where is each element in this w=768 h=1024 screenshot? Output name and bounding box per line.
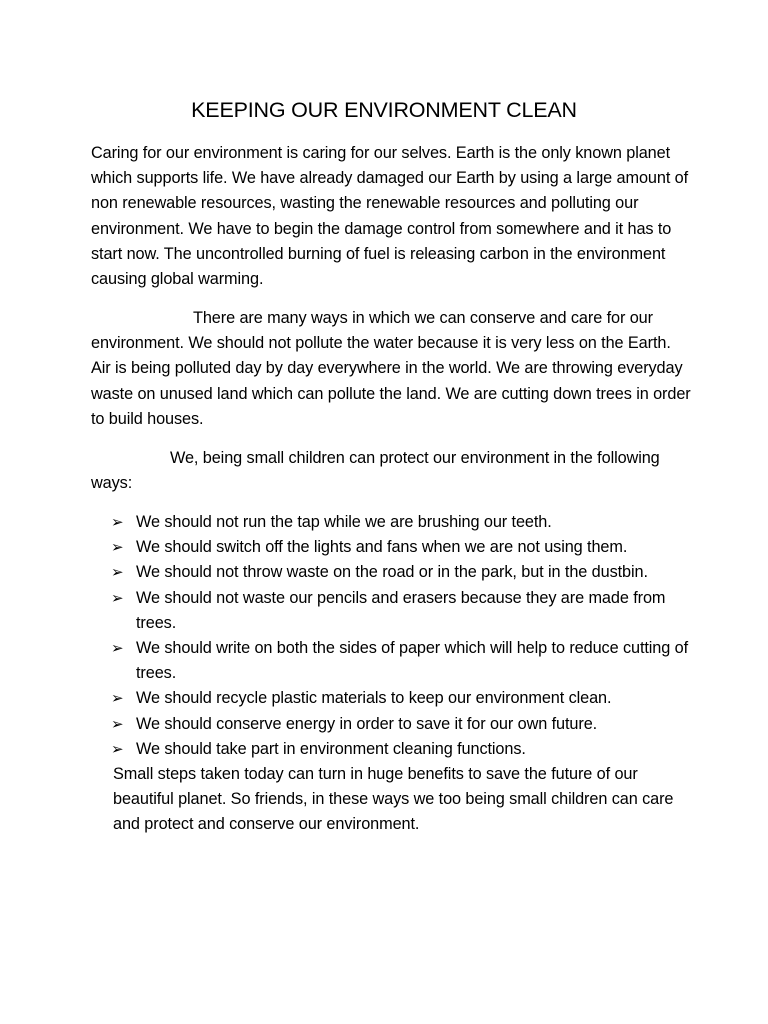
list-item-text: We should not run the tap while we are brushing our teeth. bbox=[136, 513, 552, 531]
arrowhead-bullet-icon: ➢ bbox=[111, 538, 124, 557]
list-item-text: We should switch off the lights and fans when we are not using them. bbox=[136, 538, 628, 557]
bullet-list bbox=[91, 510, 691, 762]
arrowhead-bullet-icon: ➢ bbox=[111, 739, 124, 758]
list-item bbox=[91, 712, 691, 737]
list-item bbox=[91, 586, 691, 636]
list-item bbox=[91, 560, 691, 585]
paragraph-ways: There are many ways in which we can conserve and care for our environment. We should not pollute the water because it is very less on the Earth. Air is being polluted day by day everywhere in the world. We are throwing everyday waste on unused land which can pollute the land. We are cutting down trees in order to build houses. bbox=[91, 309, 691, 428]
list-item bbox=[91, 686, 691, 711]
arrowhead-bullet-icon: ➢ bbox=[111, 714, 124, 733]
arrowhead-bullet-icon: ➢ bbox=[111, 588, 124, 607]
list-item-text: We should recycle plastic materials to keep our environment clean. bbox=[136, 689, 612, 708]
list-item-text: We should conserve energy in order to save it for our own future. bbox=[136, 714, 598, 733]
list-item bbox=[91, 636, 691, 686]
list-item bbox=[91, 510, 691, 535]
arrowhead-bullet-icon: ➢ bbox=[111, 563, 124, 582]
arrowhead-bullet-icon: ➢ bbox=[111, 689, 124, 708]
arrowhead-bullet-icon: ➢ bbox=[111, 513, 124, 531]
list-item bbox=[91, 737, 691, 762]
list-item bbox=[91, 535, 691, 560]
paragraph-conclusion: Small steps taken today can turn in huge benefits to save the future of our beautiful planet. So friends, in these ways we too being small children can care and protect and conserve our environment. bbox=[113, 765, 674, 834]
document-title: KEEPING OUR ENVIRONMENT CLEAN bbox=[191, 98, 577, 122]
list-item-text: We should write on both the sides of paper which will help to reduce cutting of trees. bbox=[136, 639, 689, 683]
list-item-text: We should take part in environment cleaning functions. bbox=[136, 739, 526, 758]
arrowhead-bullet-icon: ➢ bbox=[111, 639, 124, 658]
paragraph-intro: Caring for our environment is caring for our selves. Earth is the only known planet which supports life. We have already damaged our Earth by using a large amount of non renewable resources, wasting the renewable resources and polluting our environment. We have to begin the damage control from somewhere and it has to start now. The uncontrolled burning of fuel is releasing carbon in the environment causing global warming. bbox=[91, 144, 689, 289]
list-item-text: We should not waste our pencils and erasers because they are made from trees. bbox=[136, 588, 666, 632]
list-item-text: We should not throw waste on the road or in the park, but in the dustbin. bbox=[136, 563, 648, 582]
paragraph-children: We, being small children can protect our environment in the following ways: bbox=[91, 449, 660, 493]
